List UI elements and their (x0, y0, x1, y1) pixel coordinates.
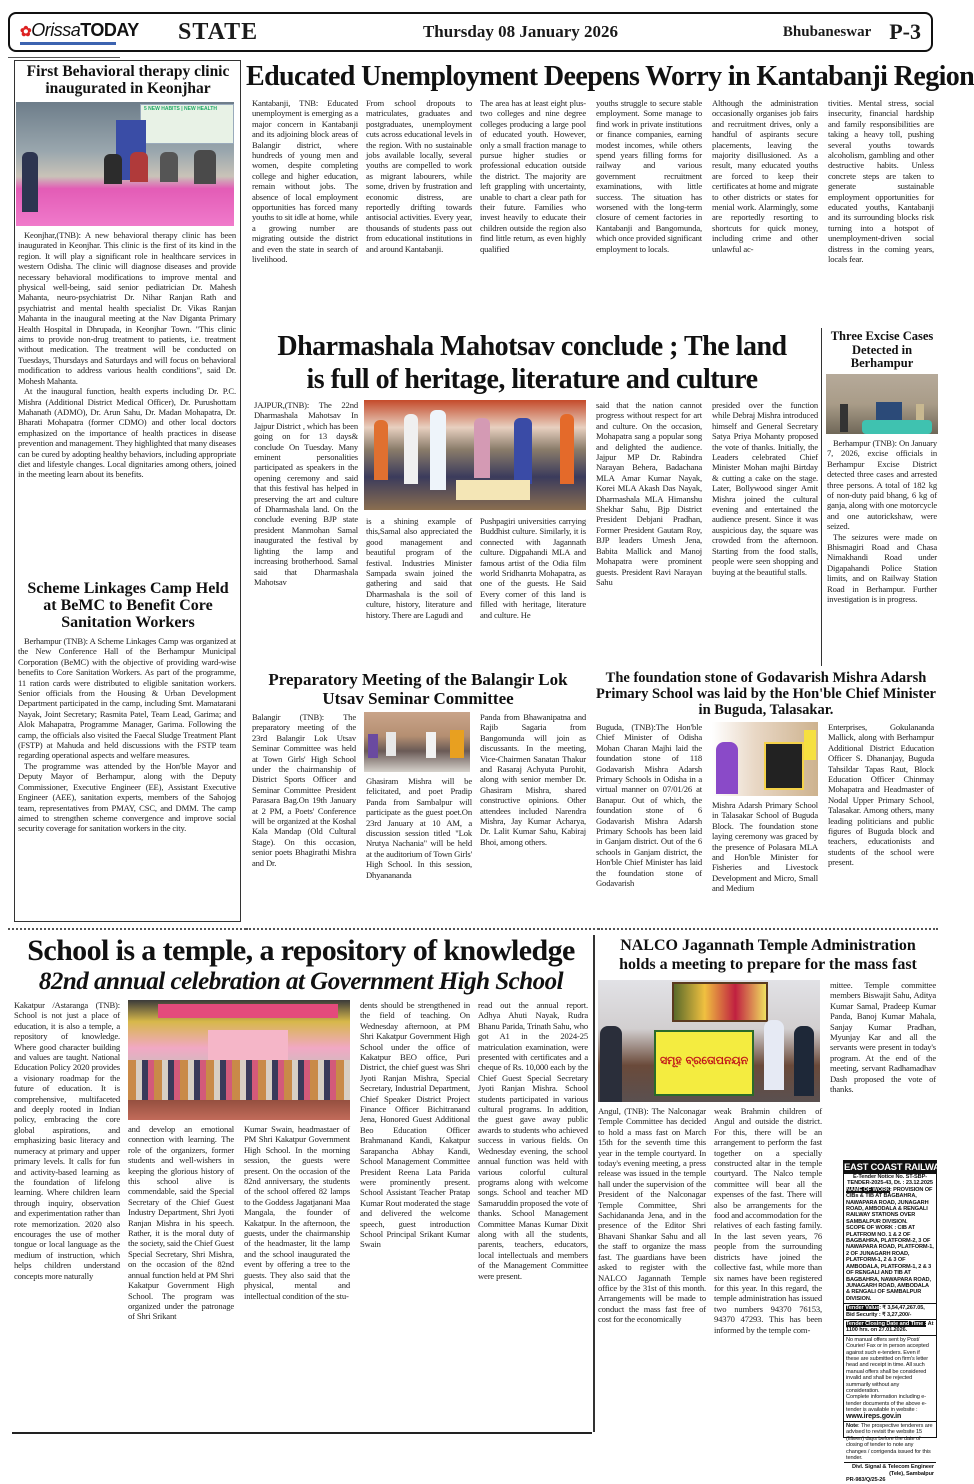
section-title: STATE (178, 18, 259, 45)
headline-dharmashala-line2: is full of heritage, literature and culture (306, 364, 758, 395)
railway-tender-advertisement (843, 1160, 945, 1484)
photo-banner-text: ସମୂହ ବ୍ରତୋପନୟନ (660, 1054, 749, 1067)
photo-school-celebration (128, 1000, 350, 1120)
godavarish-col-2: Mishra Adarsh Primary School in Talasakar School of Buguda Block. The foundation stone laying ceremony was graced by the presence of Polasara MLA and Hon'ble Minister for Fisheries and Livestock Development and Micro, Small and Medium (712, 800, 818, 894)
newspaper-logo (20, 20, 150, 45)
school-col-1: Kakatpur /Astaranga (TNB): School is not just a place of education, it is also a temple, a repository of knowledge. Where good character building and values are taught. National Education Policy 2020 provides a visionary roadmap for the future of education. It is comprehensive, multifaceted and deeply rooted in Indian policy, embracing the core global aspirations, and emphasizing basic literacy and numeracy at primary and upper primary levels. It calls for fun and activity-based learning as the foundation of lifelong learning. Where children learn through inquiry, observation and experimentation rather than rote memorization. 2020 also encourages the use of mother tongue or local language as the medium of instruction, which helps children understand concepts more naturally (14, 1000, 120, 1281)
ad-label-closing: Tender Closing Date and Time : (846, 1320, 927, 1327)
logo-bold: TODAY (80, 19, 139, 40)
subheadline-school: 82nd annual celebration at Government High School (38, 968, 564, 995)
godavarish-col-1: Buguda, (TNB):The Hon'ble Chief Minister of Odisha Mohan Charan Majhi laid the foundation stone of 118 Godavarish Mishra Adarsh Primary Schools in Odisha in a virtual manner on 07/01/26 at Banapur. Out of which, the foundation stone of 6 Godavarish Mishra Adarsh Primary Schools has been laid in Ganjam district. Out of the 6 schools in Ganjam district, the Hon'ble Chief Minister has laid the foundation stone of Godavarish (596, 722, 702, 889)
school-col-3: Kumar Swain, headmastaer of PM Shri Kakatpur Government High School. In the morning session, the guests were present. On the occasion of the 82nd anniversary, the students of the school offered 82 lamps to the Goddess Jagatjanani Maa Mangala, the founder of Kakatpur. In the afternoon, the guests, under the chairmanship of the headmaster, lit the lamp and the school inaugurated the event by offering a tree to the guests. They also said that the physical, mental and intellectual condition of the stu- (244, 1124, 350, 1301)
headline-scheme: Scheme Linkages Camp Held at BeMC to Benefit Core Sanitation Workers (27, 580, 229, 631)
headline-school: School is a temple, a repository of knowledge (27, 934, 575, 967)
edition-city: Bhubaneswar (782, 23, 872, 40)
headline-godavarish: The foundation stone of Godavarish Mishra Adarsh Primary School was laid by the Hon'ble Chief Minister in Buguda, Talasakar. (596, 670, 936, 718)
nalco-col-3: mittee. Temple committee members Biswajit Sahu, Aditya Kumar Samal, Pradeep Kumar Panda, Banoj Kumar Mahala, Sanjay Kumar Pradhan, Myunjay Kar and all the servants were present in today's program. At the end of the meeting, servant Radhamadhav Dash proposed the vote of thanks. (830, 980, 936, 1095)
school-col-4: dents should be strengthened in the field of teaching. On Wednesday afternoon, at PM Shri Kakatpur Government High School under the office of Kakatpur BEO office, Puri District, the chief guest was Shri Jyoti Ranjan Mishra, Special Secretary, Industrial Department, Chief Speaker District Project Finance Officer Bichitranand Jena, Honored Guest Additional Beo Education Officer Brahmanand Kandi, Kakatpur Sarapancha Abhay Kandi, School Management Committee President Reena Lata Parida were prominently present. School Assistant Teacher Pratap Kumar Rout moderated the stage and delivered the welcome speech, guest introduction School Principal Srikant Kumar Swain (360, 1000, 470, 1250)
paragraph: Berhampur (TNB): A Scheme Linkages Camp was organized at the New Conference Hall of the Berhampur Municipal Corporation (BeMC) with the objective of providing ward-wise benefits to Core Sanitation Workers. As part of the programme, 11 ration cards were distributed to eligible sanitation workers. Senior officials from the Housing & Urban Development Department participated in the camp, including Smt. Mamatarani Nayak, Joint Secretary; Rasmita Patel, Team Lead, Garima; and Alok Mahapatra, Programme Manager, Garima. Following the camp, the officials also visited the Faecal Sludge Treatment Plant (FSTP) at Mahuda and held discussions with the FSTP team regarding operational aspects and welfare measures. (18, 636, 236, 761)
ad-tender-value: : ₹ 3,54,47,267.05, Bid Security : ₹ 3,27,200/- (846, 1305, 925, 1318)
headline-keonjhar: First Behavioral therapy clinic inaugurated in Keonjhar (26, 63, 230, 97)
ad-signatory: Divl. Signal & Telecom Engineer (Tele), Sambalpur (844, 1462, 936, 1477)
school-col-2: and develop an emotional connection with learning. The role of the organizers, former students and well-wishers in keeping the glorious history of this school alive is commendable, said the Special Secretary of the Chief Guest Industry Department, Shri Jyoti Ranjan Mishra in his speech. Rather, it is the moral duty of the society, said the Chief Guest Special Secretary, Shri Mishra, on the occasion of the 82nd annual function held at PM Shri Kakatpur Government High School. The program was organized under the patronage of Shri Srikant (128, 1124, 234, 1322)
ad-closing-value: At 1100 hrs. on 27.01.2026. (846, 1320, 934, 1334)
headline-nalco: NALCO Jagannath Temple Administration holds a meeting to prepare for the mass fast (619, 937, 917, 973)
school-col-5: read out the annual report. Adhya Ahuti Nayak, Rudra Bhanu Parida, Trinath Sahu, who got A1 in the 2024-25 matriculation examination, were presented with certificates and a cheque of Rs. 10,000 each by the Chief Guest Special Secretary Jyoti Ranjan Mishra. School students participated in various cultural programs. In addition, the guest gave away public awards to students who achieved success in various fields. On Wednesday evening, the school annual function was held with various colorful cultural programs along with welcome songs. School and teacher MD Samaruddin proposed the vote of thanks. School Management Committee Manas Kumar Dixit along with all the students, parents, teachers, educators, local intellectuals and members of the Management Committee were present. (478, 1000, 588, 1281)
headline-excise: Three Excise Cases Detected in Berhampur (830, 329, 934, 370)
unemployment-col-1: Kantabanji, TNB: Educated unemployment is emerging as a major concern in Kantabanji and its adjoining block areas of Balangir district, where hundreds of young men and women, despite completing college and higher education, remain without jobs. The absence of local employment opportunities has forced many youths to sit idle at home, while a growing number are migrating outside the district and even the state in search of livelihood. (252, 98, 358, 265)
photo-banner-text: 5 NEW HABITS | NEW HEALTH (144, 106, 217, 112)
photo-nalco-meeting (598, 980, 820, 1102)
ad-website-link[interactable]: www.ireps.gov.in (846, 1412, 902, 1420)
photo-keonjhar-clinic (16, 102, 234, 226)
article-body-excise (827, 438, 937, 664)
balangir-col-2: Ghasiram Mishra will be felicitated, and poet Pradip Panda from Sambalpur will participate as the guest poet.On 23rd January at 10 AM, a discussion session titled "Lok Nrutya Nachania" will be held at the auditorium of Town Girls' High School. In this session, Dhyanananda (366, 776, 472, 880)
ad-note: : The prospective tenderers are advised to revisit the website 15 (fifteen) days before the date of closing of tender to note any changes / corrigenda issued for this tender. (846, 1423, 933, 1462)
paragraph: The programme was attended by the Hon'ble Mayor and Deputy Mayor of Berhampur, along with the Deputy Commissioner, Executive Engineer (EE), Assistant Executive Engineer (AEE), sanitation experts, members of the Sahojog team, representatives from PMAY, CSC, and DMM. The camp aimed to strengthen scheme convergence and improve social security coverage for sanitation workers in the city. (18, 760, 236, 834)
logo-underline (20, 42, 116, 45)
unemployment-col-6: tivities. Mental stress, social insecurity, financial hardship and family responsibilities are taking a heavy toll, pushing several youths towards alcoholism, gambling and other destructive habits. Unless concrete steps are taken to generate sustainable employment opportunities for educated youths, Kantabanji and its surrounding blocks risk turning into a hotspot of unemployment-driven social distress in the coming years, locals fear. (828, 98, 934, 265)
ad-label-tender-value: Tender Value (846, 1305, 880, 1312)
ad-title: EAST COAST RAILWAY (844, 1162, 945, 1173)
ad-manual-offers: No manual offers sent by Post/ Courier/ Fax or in person accepted against such e-tenders. Even if these are submitted on firm's letter head and receipt in time. All such manual offers shall be considered invalid and shall be rejected summarily without any consideration. (844, 1335, 936, 1395)
headline-dharmashala-line1: Dharmashala Mahotsav conclude ; The land (277, 331, 787, 362)
ad-note-label: Note (846, 1423, 859, 1430)
unemployment-col-3: The area has at least eight plus-two colleges and nine degree colleges producing a large pool of educated youth. However, only a small fraction manage to pursue higher studies or professional education outside the district. The majority are left grappling with uncertainty, unable to chart a clear path for their future. Families who invest heavily to educate their children outside the region also find little return, as even highly qualified (480, 98, 586, 254)
logo-script: Orissa (31, 19, 81, 40)
nalco-col-2: weak Brahmin children of Angul and outside the district. For this, there will be an arrangement to perform the fast together on a specially constructed altar in the temple courtyard. The Nalco temple committee will bear all the expenses of the fast. There will also be arrangements for the food and accommodation for the relatives of each fasting family. In the last seven years, 76 people from the surrounding districts have joined the collective fast, while more than six names have been registered for this year. In this regard, the temple administration has issued two numbers 94370 76153, 94370 47293. This has been informed by the temple com- (714, 1106, 822, 1335)
dharmashala-col-3: Pushpagiri universities carrying Buddhist culture. Similarly, it is connected with Jagannath culture. Digpahandi MLA and famous artist of the Odia film world Sridhanrta Mohapatra, as one of the guests. He Said Every corner of this land is filled with heritage, literature and culture. He (480, 516, 586, 620)
photo-balangir-meeting (364, 712, 470, 772)
masthead (8, 12, 933, 52)
unemployment-col-2: From school dropouts to matriculates, graduates and postgraduates, unemployment cuts across educational levels in the region. With no sustainable jobs available locally, several youths are compelled to work as migrant labourers, while some, driven by frustration and economic distress, are reportedly drifting towards antisocial activities. Every year, thousands of students pass out from educational institutions in and around Kantabanji. (366, 98, 472, 254)
paragraph: Berhampur (TNB): On January 7, 2026, excise officials in Berhampur Excise District detected three cases and arrested three persons. A total of 182 kg of non-duty paid bhang, 6 kg of ganja, along with one motorcycle and one autorickshaw, were seized. (827, 438, 937, 532)
paragraph: At the inaugural function, health experts including Dr. P.C. Mishra (Additional District Medical Officer), Dr. Purushottam Mahanath (ADMO), Dr. Arun Sahu, Dr. Madan Mohapatra, Dr. Bharati Mohapatra (former CDMO) and other local doctors emphasized on the importance of health practices in disease prevention and management. They highlighted that many diseases can be cured by adopting healthy behaviors, including appropriate diet and lifestyle changes. Local dignitaries among others, joined in the meeting learn about its benefits. (18, 386, 236, 480)
unemployment-col-4: youths struggle to secure stable employment. Some manage to find work in private institutions or finance companies, earning modest incomes, while others spend years filling forms for railway and various government recruitment examinations, with little success. The situation has worsened with the long-term closure of cement factories in Kantabanji and Bangomunda, which once provided significant employment to locals. (596, 98, 702, 254)
nalco-col-1: Angul, (TNB): The Nalconagar Temple Committee has decided to hold a mass fast on March 15th for the seventh time this year in the temple courtyard. In today's evening meeting, a press release was issued in the temple hall under the supervision of the President of the Nalconagar Temple Committee, Shri Sachidananda Jena, and in the presence of the Editor Shri Bhavani Shankar Sahu and all the staff to organize the mass fast. The guardians have been asked to register with the NALCO Jagannath Temple office by the 31st of this month. Arrangements will be made to conduct the mass fast free of cost for the economically (598, 1106, 706, 1325)
paragraph: Keonjhar,(TNB): A new behavioral therapy clinic has been inaugurated in Keonjhar. This clinic is the first of its kind in the region. It will play a significant role in healthcare services in western Odisha. The clinic will diagnose diseases and provide necessary behavioral modifications to improve mental and physical well-being, said senior pediatrician Dr. Mahesh Mahanta, neuro-psychiatrist Dr. Nihar Ranjan Rath and psychiatrist and mental health specialist Dr. Vikas Ranjan Mahanta in the inaugural meeting at the Nav Diganta Primary Health Hospital in Dhrupada, in Keonjhar Town. "This clinic aims to provide non-drug treatment to patients, i.e. treatment without medication. The treatment will be conducted on Tuesdays, Thursdays and Saturdays and will focus on behavioral modification to address various health conditions", said Dr. Mohesh Mahanta. (18, 230, 236, 386)
ad-info: Complete information including e-tender documents of the above e-tender is available in website : (846, 1394, 927, 1414)
ad-notice-number: E-Tender Notice No. ST-SBP-TENDER-2025-43, Dt. : 23.12.2025 (847, 1174, 933, 1187)
ad-scope: SCOPE OF WORK : CIB AT PLATFROM NO. 1 & 2 OF BAGBAHRA, PLATFORM-2, 3 OF NAWAPARA ROAD, PLATFORM-1, 2 OF JUNAGARH ROAD, PLATFORM-1, 2 & 3 OF AMBODALA, PLATFORM-1, 2 & 3 OF RENGALI AND TIB AT BAGBAHRA, NAWAPARA ROAD, JUNAGARH ROAD, AMBODALA & RENGALI OF SAMBALPUR DIVISION. (846, 1225, 934, 1302)
ad-label-name-of-work: NAME OF WORK (846, 1186, 890, 1193)
map-leaf-icon: ✿ (20, 22, 32, 39)
article-body-scheme (18, 636, 236, 918)
photo-foundation-stone (712, 722, 818, 796)
balangir-col-1: Balangir (TNB): The preparatory meeting of the 23rd Balangir Lok Utsav Seminar Committee was held at Town Girls' High School under the chairmanship of District Sports Officer and Seminar Committee President Parasara Bag.On 19th January at 2 PM, a Poets' Conference will be organized at the Koshal Kala Mandap (Old Cultural Stage). On this occasion, senior poets Bhagirathi Mishra and Dr. (252, 712, 356, 868)
issue-date: Thursday 08 January 2026 (422, 22, 619, 41)
godavarish-col-3: Enterprises, Gokulananda Mallick, along with Berhampur Additional District Education Officer S. Dhananjay, Buguda Tahsildar Tapas Raut, Block Education Officer Chinmay Mohapatra and Headmaster of Nodal Upper Primary School, Talasakar. Among others, many leading politicians and public figures of Buguda block and teachers, educationists and students of the school were present. (828, 722, 934, 868)
page-number: P-3 (889, 19, 921, 44)
dharmashala-col-4: said that the nation cannot progress without respect for art and culture. On the occasion, Mohapatra sang a popular song and delighted the audience. Jajpur MP Dr. Rabindra Narayan Behera, Badachana MLA Amar Kumar Nayak, Korei MLA Akash Das Nayak, Dharmashala MLA Himanshu Shekhar Sahu, Bjp District President Debjani Pradhan, Former President Gautam Roy, BJP leaders Umesh Jena, Babita Mallick and Manoj Mohapatra were prominent guests. President Ravi Narayan Sahu (596, 400, 702, 587)
photo-dharmashala (364, 400, 586, 510)
article-body-keonjhar (18, 230, 236, 576)
ad-name-of-work: : PROVISION OF CIBs & TIB AT BAGBAHRA, NAWAPARA ROAD, JUNAGARH ROAD, AMBODALA & RENGALI RAILWAY STATIONS OVER SAMBALPUR DIVISION. (846, 1186, 933, 1225)
dharmashala-col-5: presided over the function while Debraj Mishra introduced himself and General Secretary Satya Priya Mohanty proposed the vote of thanks. Initially, the Leaders celebrated Chief Minister Mohan majhi Birtday & cutting a cake on the stage. Later, Bollywood singer Amit Mishra joined the cultural evening and entertained the audience present. Since it was auspicious day, the square was crowded from the afternoon. Starting from the food stalls, people were seen shopping and buying at the beautiful stalls. (712, 400, 818, 577)
headline-unemployment: Educated Unemployment Deepens Worry in Kantabanji Region (246, 61, 974, 92)
dharmashala-col-1: JAJPUR,(TNB): The 22nd Dharmashala Mahotsav In Jajpur District , which has been going on for 13 days& conclude On Tuesday. Many eminent personalities participated as speakers in the opening ceremony and said that this festival has helped in preserving the art and culture of Dharmashala land. On the conclude evening BJP state president Manmohan Samal inaugurated the festival by lighting the lamp and increasing brotherhood. Samal said that Dharmashala Mahotsav (254, 400, 358, 587)
balangir-col-3: Panda from Bhawanipatna and Rajib Sagaria from Bangomunda will join as discussants. In the meeting, Vice-Chairmen Sanatan Thakur and Rasaraj Achyuta Purohit, along with senior member Dr. Ghasiram Mishra, shared constructive opinions. Other attendees included Narendra Mishra, Jay Kumar Acharya, Dr. Lalit Kumar Sahu, Kabiraj Bhoi, among others. (480, 712, 586, 847)
photo-excise-seizure (826, 374, 938, 434)
paragraph: The seizures were made on Bhismagiri Road and Chasa Nimakhandi Road under Digapahandi Police Station limits, and on Railway Station Road in Berhampur. Further investigation is in progress. (827, 531, 937, 605)
unemployment-col-5: Although the administration occasionally organises job fairs and recruitment drives, only a handful of aspirants secure placements, leaving the majority disillusioned. As a result, many educated youths are forced to keep their certificates at home and migrate to other districts or states for menial work. Alarmingly, some are reportedly resorting to shortcuts for quick money, including crime and other unlawful ac- (712, 98, 818, 254)
ad-ref: PR-983/Q/25-26 (846, 1477, 886, 1484)
dharmashala-col-2: is a shining example of this,Samal also appreciated the good management and beautiful program of the festival. Industries Minister Sampada swain joined the gathering and said that Dharmashala is the soil of culture, history, literature and history. There are Lagudi and (366, 516, 472, 620)
headline-balangir: Preparatory Meeting of the Balangir Lok Utsav Seminar Committee (268, 670, 568, 708)
